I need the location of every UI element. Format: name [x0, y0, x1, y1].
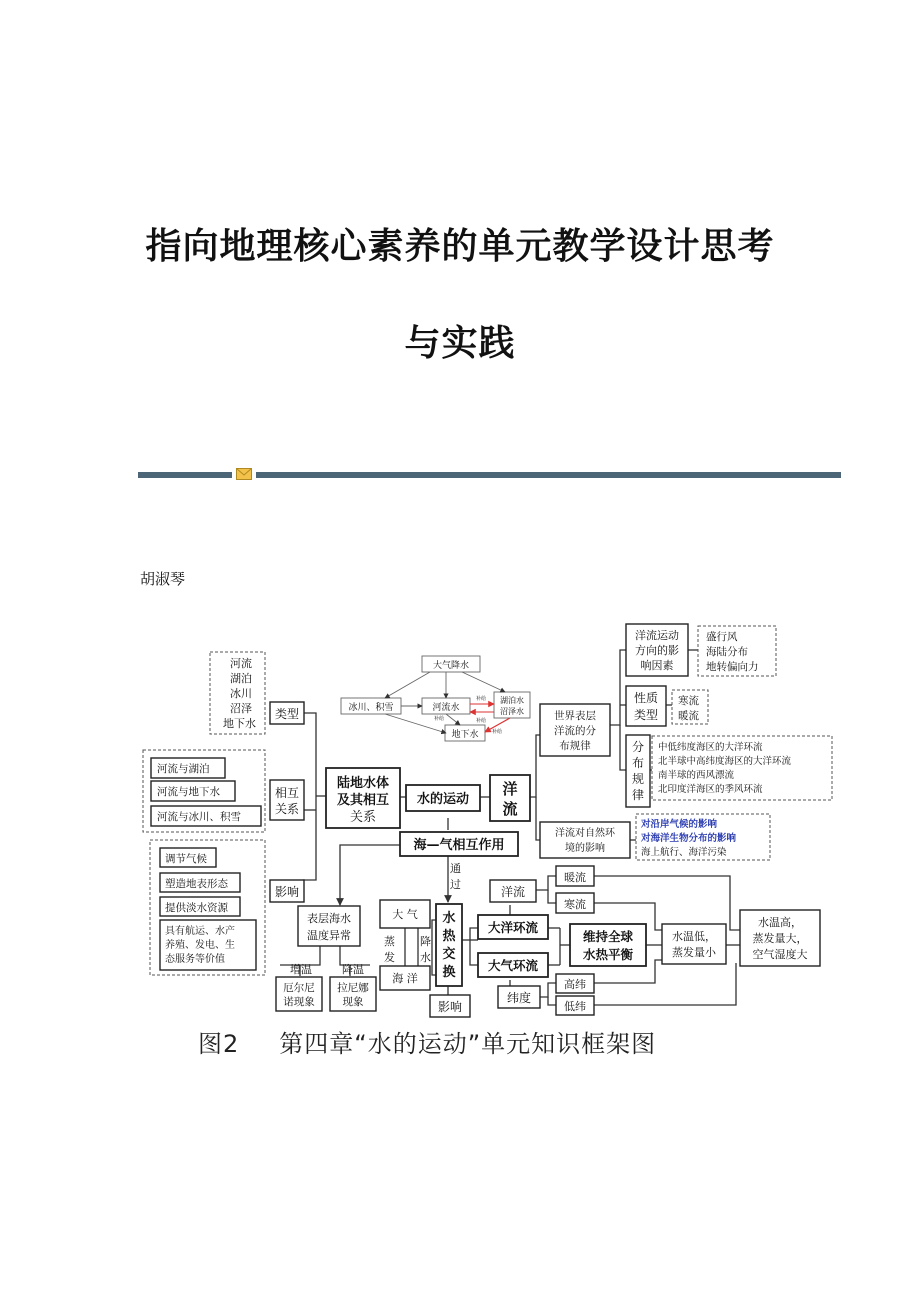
impact-label: 影响 [274, 885, 300, 899]
svg-text:河流与地下水: 河流与地下水 [157, 786, 220, 798]
svg-text:温度异常: 温度异常 [307, 929, 351, 942]
svg-text:性质: 性质 [633, 691, 659, 705]
ocean: 海 洋 [392, 972, 418, 985]
svg-text:方向的影: 方向的影 [635, 644, 679, 657]
svg-text:拉尼娜: 拉尼娜 [337, 982, 369, 994]
sea-air-interaction: 海—气相互作用 [413, 838, 505, 853]
svg-text:养殖、发电、生: 养殖、发电、生 [165, 940, 235, 951]
cycle-ground: 地下水 [451, 730, 479, 740]
svg-text:寒流: 寒流 [564, 898, 586, 911]
relation-label-2: 关系 [274, 802, 300, 816]
cooling-label: 降温 [342, 963, 364, 976]
svg-text:具有航运、水产: 具有航运、水产 [165, 926, 235, 937]
svg-text:交: 交 [442, 947, 456, 962]
cycle-lake: 湖泊水 [500, 696, 524, 705]
svg-text:暖流: 暖流 [564, 871, 586, 884]
svg-text:沼泽: 沼泽 [230, 702, 252, 715]
svg-text:分: 分 [631, 740, 645, 754]
svg-text:换: 换 [442, 965, 456, 980]
atmosphere: 大 气 [392, 908, 418, 921]
svg-text:中低纬度海区的大洋环流: 中低纬度海区的大洋环流 [658, 742, 763, 753]
svg-text:调节气候: 调节气候 [165, 853, 207, 865]
impacts-list [150, 840, 265, 975]
svg-text:海上航行、海洋污染: 海上航行、海洋污染 [641, 847, 727, 858]
cycle-precip: 大气降水 [432, 661, 470, 671]
svg-text:湖泊: 湖泊 [230, 672, 252, 685]
svg-text:大洋环流: 大洋环流 [487, 920, 539, 935]
svg-text:洋流运动: 洋流运动 [635, 629, 679, 642]
svg-text:南半球的西风漂流: 南半球的西风漂流 [658, 770, 735, 781]
svg-text:地转偏向力: 地转偏向力 [706, 661, 759, 673]
svg-text:大气环流: 大气环流 [487, 958, 539, 973]
cycle-label-recharge-3: 补给 [476, 718, 487, 724]
svg-text:提供淡水资源: 提供淡水资源 [165, 902, 228, 914]
svg-text:律: 律 [631, 788, 645, 802]
svg-text:冰川: 冰川 [230, 687, 252, 700]
svg-text:河流与湖泊: 河流与湖泊 [157, 763, 210, 775]
svg-text:维持全球: 维持全球 [582, 929, 634, 944]
land-water-1: 陆地水体 [336, 776, 390, 791]
water-motion: 水的运动 [416, 792, 470, 807]
svg-text:水热平衡: 水热平衡 [582, 947, 634, 962]
ocean-current-2: 流 [502, 800, 518, 818]
svg-text:对海洋生物分布的影响: 对海洋生物分布的影响 [641, 833, 737, 844]
svg-text:诺现象: 诺现象 [283, 996, 315, 1008]
figure-caption [198, 1024, 656, 1059]
svg-text:水温低，: 水温低， [672, 930, 716, 943]
warming-label: 增温 [290, 963, 312, 976]
svg-text:布: 布 [631, 756, 645, 770]
svg-text:洋流: 洋流 [500, 885, 526, 899]
svg-text:厄尔尼: 厄尔尼 [283, 982, 315, 994]
cycle-label-recharge-4: 补给 [492, 729, 503, 735]
cycle-label-recharge-1: 补给 [434, 716, 445, 722]
svg-text:高纬: 高纬 [564, 978, 586, 991]
svg-text:布规律: 布规律 [559, 740, 591, 752]
figure-caption-text: 第四章“水的运动”单元知识框架图 [279, 1030, 657, 1058]
figure-caption-label: 图2 [198, 1030, 240, 1058]
svg-text:暖流: 暖流 [678, 710, 699, 722]
svg-text:寒流: 寒流 [678, 695, 699, 707]
svg-text:北半球中高纬度海区的大洋环流: 北半球中高纬度海区的大洋环流 [658, 756, 792, 767]
svg-text:河流与冰川、积雪: 河流与冰川、积雪 [157, 811, 241, 823]
svg-text:水: 水 [420, 951, 431, 964]
svg-text:表层海水: 表层海水 [307, 912, 351, 925]
svg-text:盛行风: 盛行风 [706, 631, 738, 643]
svg-text:世界表层: 世界表层 [554, 710, 596, 722]
cycle-river: 河流水 [432, 703, 460, 713]
via-2: 过 [450, 878, 461, 891]
svg-text:洋流的分: 洋流的分 [554, 725, 596, 737]
svg-text:洋流对自然环: 洋流对自然环 [555, 828, 615, 839]
influence-label: 影响 [437, 1000, 463, 1014]
type-label: 类型 [274, 707, 300, 721]
ocean-current-1: 洋 [502, 780, 518, 798]
svg-text:蒸发量小: 蒸发量小 [672, 946, 716, 959]
svg-text:规: 规 [631, 772, 645, 786]
svg-text:北印度洋海区的季风环流: 北印度洋海区的季风环流 [658, 784, 763, 795]
land-water-3: 关系 [349, 810, 377, 825]
svg-text:降: 降 [420, 935, 431, 948]
document-title-line-1: 指向地理核心素养的单元教学设计思考 [145, 225, 775, 267]
svg-text:境的影响: 境的影响 [565, 843, 605, 854]
via-1: 通 [450, 862, 461, 875]
water-cycle-diagram [341, 656, 530, 741]
water-types-list [210, 652, 265, 734]
svg-text:纬度: 纬度 [506, 991, 532, 1005]
svg-text:空气湿度大: 空气湿度大 [752, 948, 808, 961]
svg-text:地下水: 地下水 [223, 717, 256, 730]
svg-text:现象: 现象 [342, 996, 364, 1008]
svg-text:类型: 类型 [633, 708, 659, 722]
svg-text:蒸发量大，: 蒸发量大， [752, 932, 808, 945]
svg-text:低纬: 低纬 [564, 1000, 586, 1013]
svg-text:热: 热 [442, 929, 456, 944]
svg-text:水温高，: 水温高， [758, 916, 802, 929]
svg-text:水: 水 [442, 911, 456, 926]
svg-text:态服务等价值: 态服务等价值 [165, 954, 225, 965]
cycle-label-recharge-2: 补给 [476, 696, 487, 702]
relation-label-1: 相互 [274, 786, 300, 800]
svg-text:塑造地表形态: 塑造地表形态 [165, 878, 228, 890]
land-water-2: 及其相互 [336, 793, 390, 808]
relations-list [143, 750, 265, 832]
svg-text:海陆分布: 海陆分布 [706, 646, 748, 658]
document-title-line-2: 与实践 [404, 322, 516, 364]
author-name: 胡淑琴 [140, 570, 186, 588]
svg-text:河流: 河流 [230, 657, 252, 670]
cycle-swamp: 沼泽水 [500, 707, 524, 716]
svg-text:发: 发 [384, 951, 395, 964]
svg-text:响因素: 响因素 [640, 659, 674, 672]
svg-text:蒸: 蒸 [384, 935, 395, 948]
cycle-glacier: 冰川、积雪 [348, 703, 394, 713]
svg-text:对沿岸气候的影响: 对沿岸气候的影响 [641, 819, 718, 830]
